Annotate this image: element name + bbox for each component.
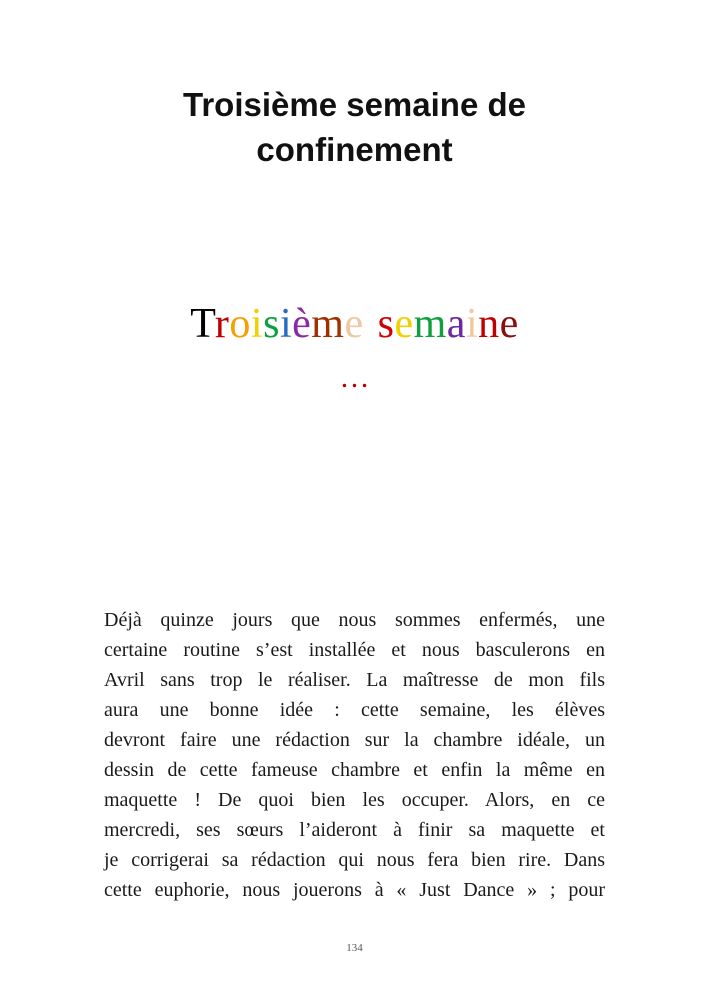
body-line: dessin de cette fameuse chambre et enfin la même en xyxy=(104,759,605,781)
heading-letter: m xyxy=(311,301,345,347)
chapter-title xyxy=(0,82,709,172)
body-line: Avril sans trop le réaliser. La maîtresse de mon fils xyxy=(104,669,605,691)
body-line: mercredi, ses sœurs l’aideront à finir sa maquette et xyxy=(104,819,605,841)
heading-letter: i xyxy=(279,301,293,347)
body-line: je corrigerai sa rédaction qui nous fera bien rire. Dans xyxy=(104,849,605,871)
heading-letter: i xyxy=(465,301,479,347)
body-line: maquette ! De quoi bien les occuper. Alors, en ce xyxy=(104,789,605,811)
heading-letter: m xyxy=(413,301,447,347)
page-number: 134 xyxy=(346,942,363,954)
heading-letter: n xyxy=(478,301,500,347)
body-line: devront faire une rédaction sur la chambre idéale, un xyxy=(104,729,605,751)
body-line: aura une bonne idée : cette semaine, les élèves xyxy=(104,699,605,721)
body-paragraph xyxy=(104,605,605,905)
heading-letter: i xyxy=(250,301,264,347)
body-line: Déjà quinze jours que nous sommes enfermés, une xyxy=(104,609,605,631)
body-line: cette euphorie, nous jouerons à « Just Dance » ; pour xyxy=(104,879,605,901)
rainbow-heading xyxy=(0,298,709,350)
body-line: certaine routine s’est installée et nous basculerons en xyxy=(104,639,605,661)
heading-letter: e xyxy=(499,301,519,347)
heading-letter: s xyxy=(263,301,280,347)
heading-letter: s xyxy=(377,301,395,347)
heading-letter: e xyxy=(394,301,414,347)
heading-letter: e xyxy=(344,301,364,347)
heading-letter: r xyxy=(214,301,230,347)
heading-ellipsis: … xyxy=(339,361,370,394)
chapter-title-line-2: confinement xyxy=(256,131,453,168)
heading-letter: è xyxy=(292,301,312,347)
heading-letter: T xyxy=(190,301,215,347)
chapter-title-line-1: Troisième semaine de xyxy=(182,86,526,123)
heading-letter: o xyxy=(229,301,251,347)
heading-space xyxy=(364,298,378,350)
heading-letter: a xyxy=(446,301,466,347)
